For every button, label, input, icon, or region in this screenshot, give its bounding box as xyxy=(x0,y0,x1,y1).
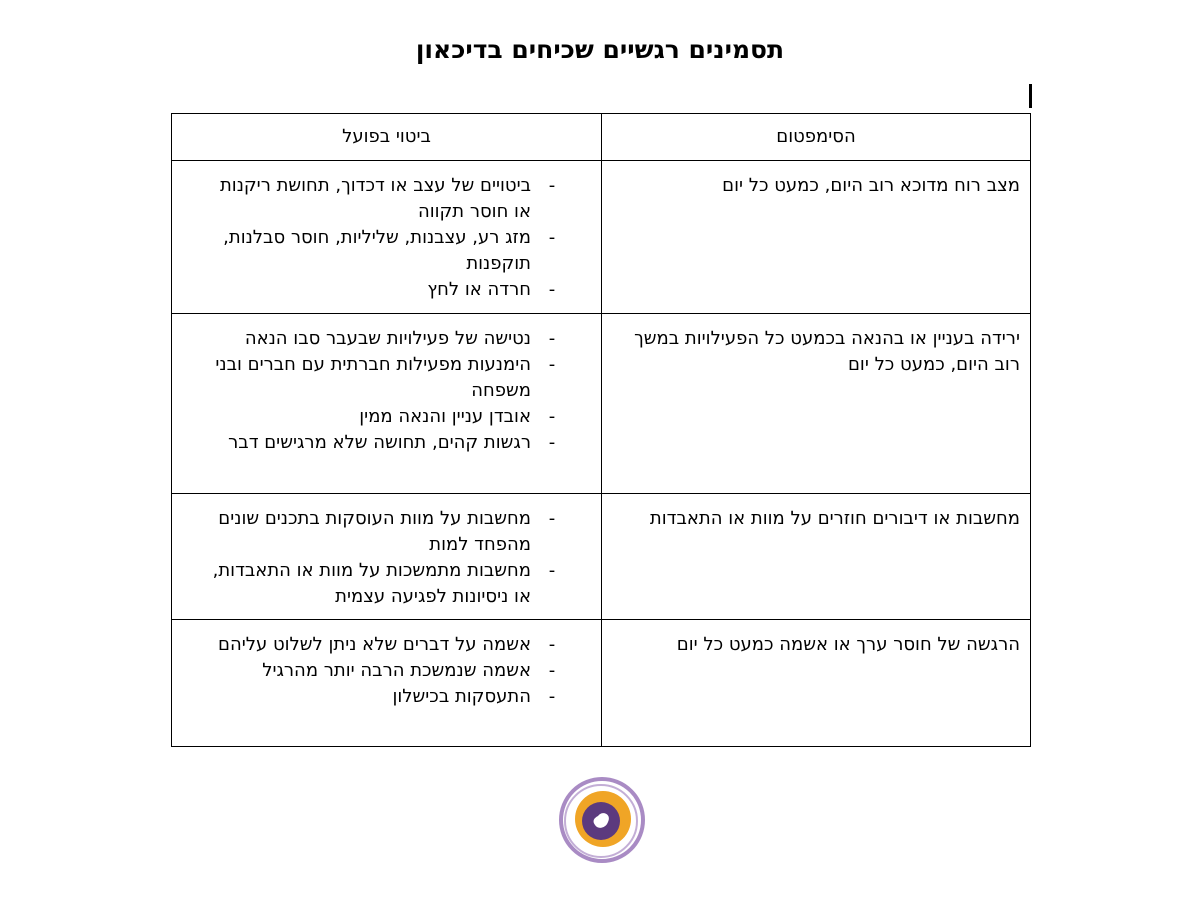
header-symptom: הסימפטום xyxy=(602,114,1031,161)
expression-list xyxy=(172,326,601,456)
expression-cell xyxy=(172,494,602,620)
circular-swirl-logo xyxy=(558,776,646,864)
list-item-text: מחשבות על מוות העוסקות בתכנים שונים מהפחד למות xyxy=(218,508,531,555)
bullet-dash: - xyxy=(548,354,556,375)
list-item xyxy=(172,632,601,658)
expression-cell xyxy=(172,314,602,494)
symptom-cell: מחשבות או דיבורים חוזרים על מוות או התאבדות xyxy=(602,494,1031,620)
table-row xyxy=(172,161,1031,314)
expression-cell xyxy=(172,161,602,314)
list-item xyxy=(172,225,601,277)
list-item xyxy=(172,404,601,430)
bullet-dash: - xyxy=(548,432,556,453)
table-row xyxy=(172,620,1031,747)
bullet-dash: - xyxy=(548,279,556,300)
list-item-text: הימנעות מפעילות חברתית עם חברים ובני משפחה xyxy=(215,354,531,401)
expression-cell xyxy=(172,620,602,747)
list-item-text: רגשות קהים, תחושה שלא מרגישים דבר xyxy=(228,432,531,453)
text-cursor xyxy=(1029,84,1032,108)
table-header-row xyxy=(172,114,1031,161)
bullet-dash: - xyxy=(548,406,556,427)
list-item xyxy=(172,684,601,710)
list-item xyxy=(172,326,601,352)
expression-list xyxy=(172,506,601,610)
list-item xyxy=(172,658,601,684)
page-title: תסמינים רגשיים שכיחים בדיכאון xyxy=(415,35,785,64)
bullet-dash: - xyxy=(548,227,556,248)
bullet-dash: - xyxy=(548,508,556,529)
bullet-dash: - xyxy=(548,634,556,655)
list-item-text: התעסקות בכישלון xyxy=(392,686,531,707)
list-item-text: אובדן עניין והנאה ממין xyxy=(359,406,531,427)
list-item-text: ביטויים של עצב או דכדוך, תחושת ריקנות או חוסר תקווה xyxy=(219,175,531,222)
expression-list xyxy=(172,173,601,303)
bullet-dash: - xyxy=(548,328,556,349)
expression-list xyxy=(172,632,601,710)
bullet-dash: - xyxy=(548,175,556,196)
symptoms-table xyxy=(171,113,1031,747)
bullet-dash: - xyxy=(548,560,556,581)
symptom-cell: ירידה בעניין או בהנאה בכמעט כל הפעילויות במשך רוב היום, כמעט כל יום xyxy=(602,314,1031,494)
bullet-dash: - xyxy=(548,686,556,707)
list-item xyxy=(172,506,601,558)
logo-icon xyxy=(558,776,646,864)
list-item-text: מזג רע, עצבנות, שליליות, חוסר סבלנות, תוקפנות xyxy=(223,227,531,274)
list-item-text: אשמה על דברים שלא ניתן לשלוט עליהם xyxy=(218,634,531,655)
table-row xyxy=(172,314,1031,494)
header-expression: ביטוי בפועל xyxy=(172,114,602,161)
symptom-cell: מצב רוח מדוכא רוב היום, כמעט כל יום xyxy=(602,161,1031,314)
list-item-text: מחשבות מתמשכות על מוות או התאבדות, או ניסיונות לפגיעה עצמית xyxy=(212,560,531,607)
list-item-text: אשמה שנמשכת הרבה יותר מהרגיל xyxy=(262,660,531,681)
list-item-text: נטישה של פעילויות שבעבר סבו הנאה xyxy=(244,328,531,349)
list-item-text: חרדה או לחץ xyxy=(427,279,531,300)
list-item xyxy=(172,173,601,225)
symptom-cell: הרגשה של חוסר ערך או אשמה כמעט כל יום xyxy=(602,620,1031,747)
list-item xyxy=(172,352,601,404)
list-item xyxy=(172,558,601,610)
list-item xyxy=(172,430,601,456)
bullet-dash: - xyxy=(548,660,556,681)
list-item xyxy=(172,277,601,303)
table-row xyxy=(172,494,1031,620)
